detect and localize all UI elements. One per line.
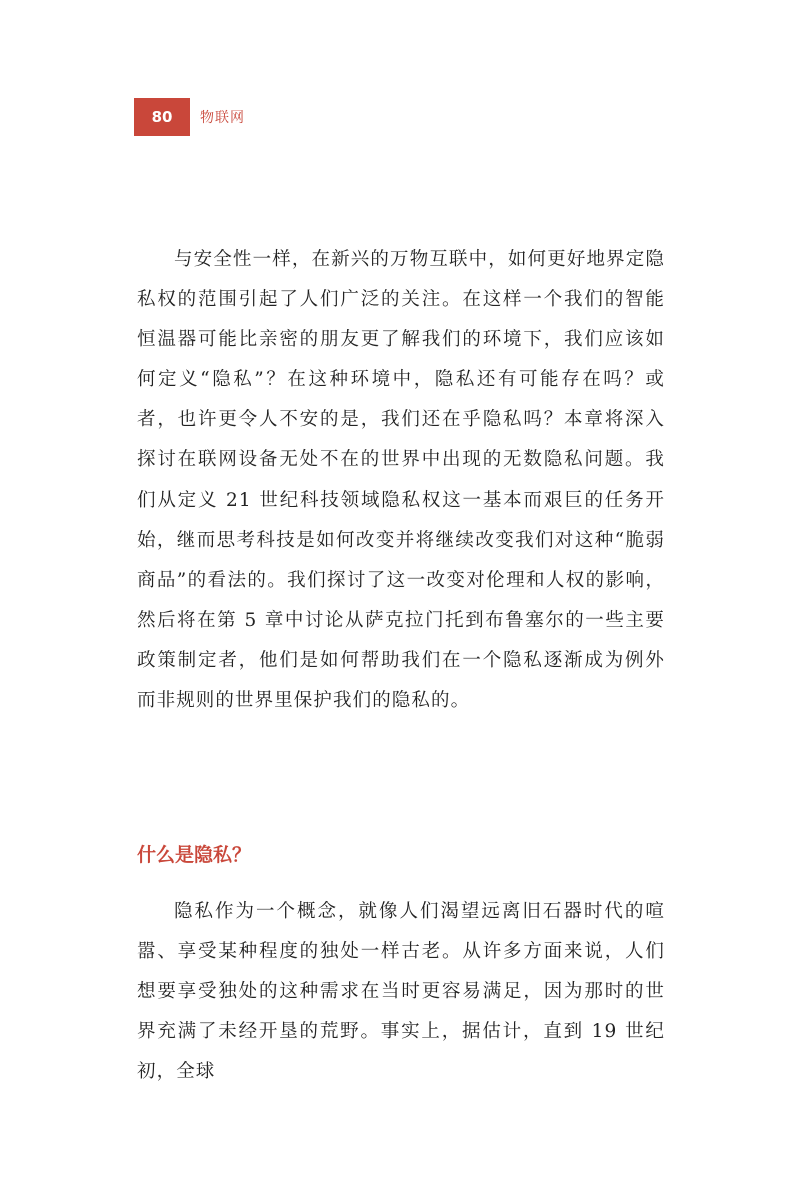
paragraph-text: 与安全性一样，在新兴的万物互联中，如何更好地界定隐私权的范围引起了人们广泛的关注。在这样一个我们的智能恒温器可能比亲密的朋友更了解我们的环境下，我们应该如何定义“隐私”？在这种环境中，隐私还有可能存在吗？或者，也许更令人不安的是，我们还在乎隐私吗？本章将深入探讨在联网设备无处不在的世界中出现的无数隐私问题。我们从定义 21 世纪科技领域隐私权这一基本而艰巨的任务开始，继而思考科技是如何改变并将继续改变我们对这种“脆弱商品”的看法的。我们探讨了这一改变对伦理和人权的影响，然后将在第 5 章中讨论从萨克拉门托到布鲁塞尔的一些主要政策制定者，他们是如何帮助我们在一个隐私逐渐成为例外而非规则的世界里保护我们的隐私的。 — [137, 249, 665, 712]
page-number: 80 — [134, 98, 190, 136]
section-heading: 什么是隐私？ — [137, 844, 252, 866]
page-header — [134, 98, 245, 136]
running-title: 物联网 — [200, 110, 245, 126]
body-paragraph-1 — [137, 240, 665, 721]
body-paragraph-2 — [137, 892, 665, 1092]
paragraph-text: 隐私作为一个概念，就像人们渴望远离旧石器时代的喧嚣、享受某种程度的独处一样古老。从许多方面来说，人们想要享受独处的这种需求在当时更容易满足，因为那时的世界充满了未经开垦的荒野。事实上，据估计，直到 19 世纪初，全球 — [137, 901, 665, 1083]
